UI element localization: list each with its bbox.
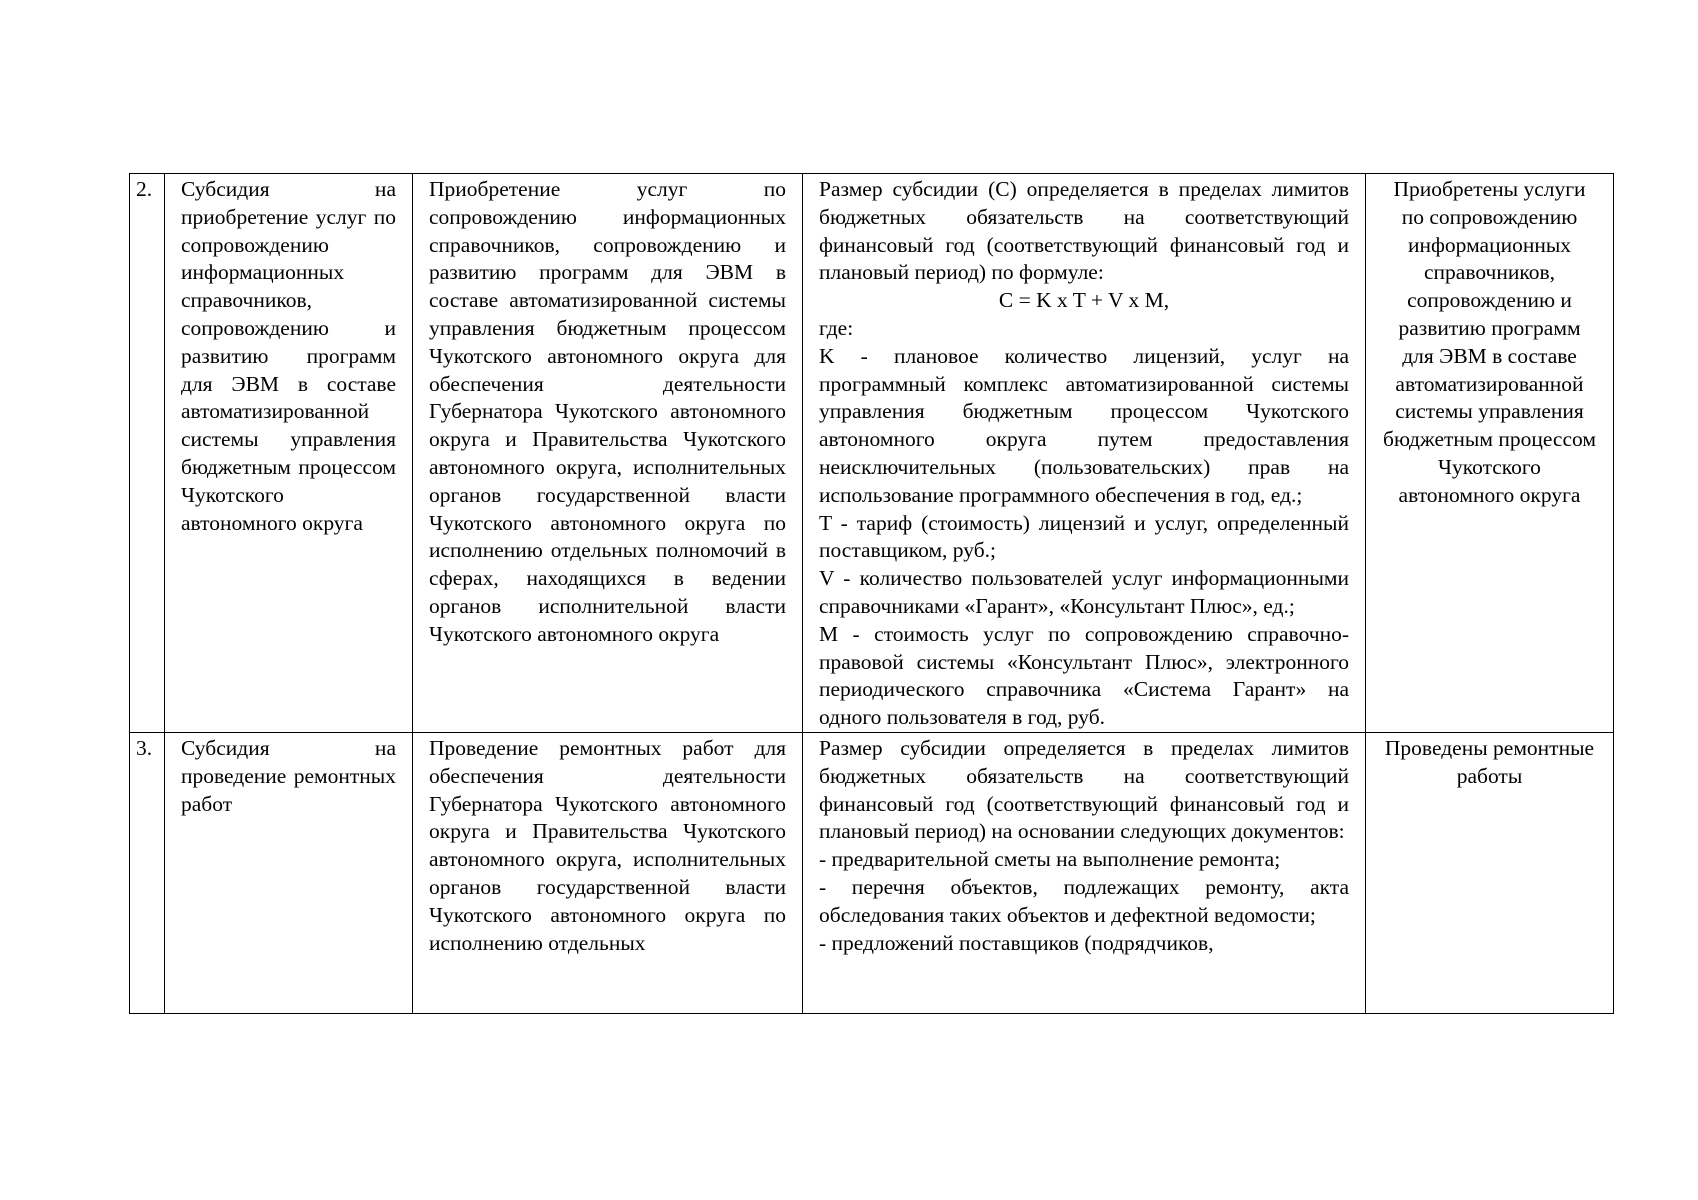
- subsidy-size: [803, 732, 1366, 1013]
- subsidy-purpose: Приобретение услуг по сопровождению информационных справочников, сопровождению и развитию программ для ЭВМ в составе автоматизированной системы управления бюджетным процессом Чукотского автономного округа для обеспечения деятельности Губернатора Чукотского автономного округа и Правительства Чукотского автономного округа, исполнительных органов государственной власти Чукотского автономного округа по исполнению отдельных полномочий в сферах, находящихся в ведении органов исполнительной власти Чукотского автономного округа: [413, 174, 803, 733]
- subsidy-size: [803, 174, 1366, 733]
- size-intro: Размер субсидии (С) определяется в пределах лимитов бюджетных обязательств на соответствующий финансовый год (соответствующий финансовый год и плановый период) по формуле:: [819, 177, 1349, 285]
- size-item: V - количество пользователей услуг информационными справочниками «Гарант», «Консультант Плюс», ед.;: [819, 566, 1349, 618]
- size-formula: С = K x T + V x M,: [998, 288, 1170, 313]
- row-number: 2.: [130, 174, 165, 733]
- row-number: 3.: [130, 732, 165, 1013]
- size-item: - перечня объектов, подлежащих ремонту, акта обследования таких объектов и дефектной ведомости;: [819, 874, 1349, 927]
- table-row: [130, 732, 1614, 1013]
- subsidy-name: Субсидия на приобретение услуг по сопровождению информационных справочников, сопровождению и развитию программ для ЭВМ в составе автоматизированной системы управления бюджетным процессом Чукотского автономного округа: [165, 174, 413, 733]
- subsidy-purpose: Проведение ремонтных работ для обеспечения деятельности Губернатора Чукотского автономного округа и Правительства Чукотского автономного округа, исполнительных органов государственной власти Чукотского автономного округа по исполнению отдельных: [413, 732, 803, 1013]
- size-item: M - стоимость услуг по сопровождению справочно-правовой системы «Консультант Плюс», электронного периодического справочника «Система Гарант» на одного пользователя в год, руб.: [819, 621, 1349, 730]
- size-item: T - тариф (стоимость) лицензий и услуг, определенный поставщиком, руб.;: [819, 510, 1349, 563]
- subsidy-name: Субсидия на проведение ремонтных работ: [165, 732, 413, 1013]
- size-intro: Размер субсидии определяется в пределах лимитов бюджетных обязательств на соответствующий финансовый год (соответствующий финансовый год и плановый период) на основании следующих документов:: [819, 735, 1349, 844]
- size-where: где:: [819, 315, 854, 340]
- subsidy-result: Проведены ремонтные работы: [1366, 732, 1614, 1013]
- size-item: - предложений поставщиков (подрядчиков,: [819, 930, 1214, 955]
- size-item: K - плановое количество лицензий, услуг на программный комплекс автоматизированной системы управления бюджетным процессом Чукотского автономного округа путем предоставления неисключительных (пользовательских) прав на использование программного обеспечения в год, ед.;: [819, 343, 1349, 507]
- table-row: [130, 174, 1614, 733]
- subsidy-table: [129, 173, 1614, 1014]
- size-item: - предварительной сметы на выполнение ремонта;: [819, 847, 1281, 872]
- subsidy-result: Приобретены услуги по сопровождению информационных справочников, сопровождению и развитию программ для ЭВМ в составе автоматизированной системы управления бюджетным процессом Чукотского автономного округа: [1366, 174, 1614, 733]
